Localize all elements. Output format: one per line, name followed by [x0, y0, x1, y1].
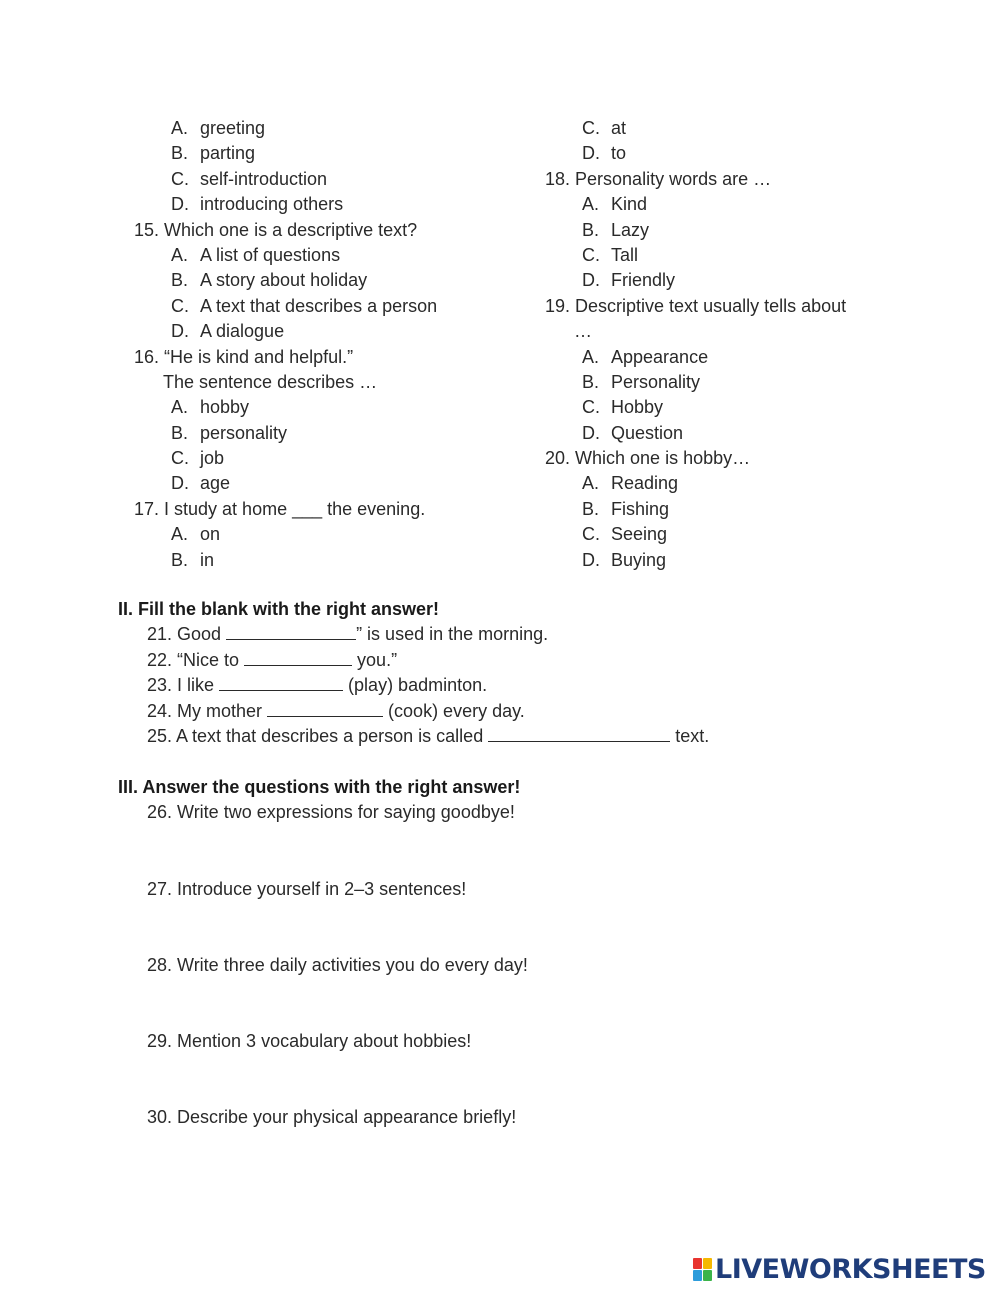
- fill-blank-item-22: [118, 648, 938, 673]
- answer-option[interactable]: [545, 370, 945, 395]
- question-28: 28. Write three daily activities you do every day!: [147, 954, 528, 975]
- answer-blank-25[interactable]: [488, 724, 670, 742]
- answer-option[interactable]: [545, 345, 945, 370]
- option-text: to: [611, 143, 627, 164]
- option-text: A list of questions: [200, 244, 341, 265]
- option-letter: D.: [582, 270, 600, 291]
- option-letter: D.: [582, 143, 600, 164]
- mc-column-right: [545, 116, 945, 573]
- option-letter: C.: [582, 118, 600, 138]
- fill-blank-item-21: [118, 622, 938, 647]
- option-text: A story about holiday: [200, 270, 368, 291]
- answer-option[interactable]: [545, 395, 945, 420]
- question-29: 29. Mention 3 vocabulary about hobbies!: [147, 1030, 472, 1051]
- item-text: you.”: [352, 649, 398, 670]
- answer-option[interactable]: [134, 116, 534, 141]
- brand-name: LIVEWORKSHEETS: [715, 1253, 986, 1285]
- answer-option[interactable]: [134, 167, 534, 192]
- answer-option[interactable]: [134, 294, 534, 319]
- answer-option[interactable]: [545, 268, 945, 293]
- option-text: Tall: [611, 244, 639, 265]
- option-text: A dialogue: [200, 321, 285, 342]
- question-stem: 20. Which one is hobby…: [545, 448, 751, 469]
- option-text: in: [200, 549, 215, 570]
- answer-option[interactable]: [545, 141, 945, 166]
- option-letter: D.: [171, 321, 189, 342]
- option-text: at: [611, 118, 627, 138]
- option-letter: D.: [582, 549, 600, 570]
- option-letter: B.: [582, 371, 600, 392]
- section-title: III. Answer the questions with the right answer!: [118, 777, 521, 797]
- answer-option[interactable]: [134, 395, 534, 420]
- option-letter: B.: [171, 270, 189, 291]
- question-stem: 17. I study at home ___ the evening.: [134, 498, 426, 519]
- option-text: Seeing: [611, 524, 668, 545]
- option-text: on: [200, 524, 221, 545]
- option-letter: B.: [171, 143, 189, 164]
- answer-option[interactable]: [134, 421, 534, 446]
- answer-option[interactable]: [545, 471, 945, 496]
- option-letter: A.: [582, 194, 600, 215]
- option-letter: B.: [171, 422, 189, 443]
- option-letter: C.: [582, 397, 600, 418]
- option-text: Lazy: [611, 219, 650, 240]
- question-stem: 19. Descriptive text usually tells about: [545, 295, 847, 316]
- option-letter: A.: [171, 118, 189, 138]
- answer-option[interactable]: [545, 192, 945, 217]
- answer-option[interactable]: [134, 141, 534, 166]
- option-letter: B.: [582, 498, 600, 519]
- option-text: greeting: [200, 118, 266, 138]
- option-letter: A.: [171, 524, 189, 545]
- answer-option[interactable]: [545, 497, 945, 522]
- fill-blank-item-25: [118, 724, 938, 749]
- item-text: 22. “Nice to: [147, 649, 245, 670]
- fill-blank-section: [118, 597, 938, 749]
- fill-blank-item-24: [118, 699, 938, 724]
- question-26: 26. Write two expressions for saying goodbye!: [147, 802, 515, 823]
- option-letter: D.: [171, 473, 189, 494]
- question-stem: 16. “He is kind and helpful.”: [134, 346, 354, 367]
- option-text: hobby: [200, 397, 250, 418]
- question-30: 30. Describe your physical appearance briefly!: [147, 1107, 517, 1128]
- item-text: (play) badminton.: [343, 675, 488, 696]
- option-text: Friendly: [611, 270, 676, 291]
- option-text: parting: [200, 143, 256, 164]
- option-letter: A.: [171, 244, 189, 265]
- option-letter: D.: [582, 422, 600, 443]
- question-27: 27. Introduce yourself in 2–3 sentences!: [147, 878, 467, 899]
- answer-blank-22[interactable]: [244, 648, 352, 666]
- item-text: ” is used in the morning.: [356, 624, 549, 645]
- question-stem-continued: …: [574, 321, 592, 342]
- answer-option[interactable]: [545, 522, 945, 547]
- option-letter: A.: [171, 397, 189, 418]
- option-text: Kind: [611, 194, 648, 215]
- option-text: Question: [611, 422, 684, 443]
- option-text: personality: [200, 422, 288, 443]
- option-text: Fishing: [611, 498, 670, 519]
- question-stem: 15. Which one is a descriptive text?: [134, 219, 418, 240]
- item-text: 25. A text that describes a person is called: [147, 725, 489, 746]
- question-stem-continued: The sentence describes …: [163, 371, 378, 392]
- option-letter: C.: [582, 244, 600, 265]
- option-letter: A.: [582, 473, 600, 494]
- item-text: 24. My mother: [147, 700, 268, 721]
- answer-option[interactable]: [545, 243, 945, 268]
- answer-option[interactable]: [545, 218, 945, 243]
- liveworksheets-logo: [693, 1252, 986, 1286]
- answer-option[interactable]: [134, 319, 534, 344]
- option-text: Buying: [611, 549, 667, 570]
- item-text: 23. I like: [147, 675, 220, 696]
- option-text: introducing others: [200, 194, 344, 215]
- liveworksheets-logo-icon: [693, 1258, 712, 1281]
- short-answer-section: [118, 775, 938, 1181]
- option-text: Personality: [611, 371, 701, 392]
- answer-option[interactable]: [134, 243, 534, 268]
- answer-option[interactable]: [134, 522, 534, 547]
- answer-blank-24[interactable]: [267, 699, 383, 717]
- answer-option[interactable]: [134, 446, 534, 471]
- option-letter: A.: [582, 346, 600, 367]
- answer-option[interactable]: [545, 421, 945, 446]
- answer-blank-21[interactable]: [226, 622, 356, 640]
- answer-option[interactable]: [134, 268, 534, 293]
- item-text: 21. Good: [147, 624, 227, 645]
- answer-option[interactable]: [545, 548, 945, 573]
- option-letter: B.: [171, 549, 189, 570]
- question-stem: 18. Personality words are …: [545, 168, 772, 189]
- fill-blank-item-23: [118, 673, 938, 698]
- option-text: Reading: [611, 473, 679, 494]
- option-text: self-introduction: [200, 168, 328, 189]
- option-letter: B.: [582, 219, 600, 240]
- option-text: A text that describes a person: [200, 295, 438, 316]
- answer-option[interactable]: [545, 116, 945, 141]
- mc-column-left: [134, 116, 534, 573]
- answer-blank-23[interactable]: [219, 673, 343, 691]
- item-text: text.: [670, 725, 710, 746]
- item-text: (cook) every day.: [383, 700, 525, 721]
- answer-option[interactable]: [134, 471, 534, 496]
- option-letter: C.: [582, 524, 600, 545]
- answer-option[interactable]: [134, 548, 534, 573]
- answer-option[interactable]: [134, 192, 534, 217]
- section-title: II. Fill the blank with the right answer!: [118, 599, 440, 619]
- option-letter: C.: [171, 448, 189, 469]
- option-text: Appearance: [611, 346, 709, 367]
- option-text: job: [200, 448, 225, 469]
- option-text: age: [200, 473, 231, 494]
- option-letter: C.: [171, 168, 189, 189]
- option-letter: C.: [171, 295, 189, 316]
- option-letter: D.: [171, 194, 189, 215]
- option-text: Hobby: [611, 397, 664, 418]
